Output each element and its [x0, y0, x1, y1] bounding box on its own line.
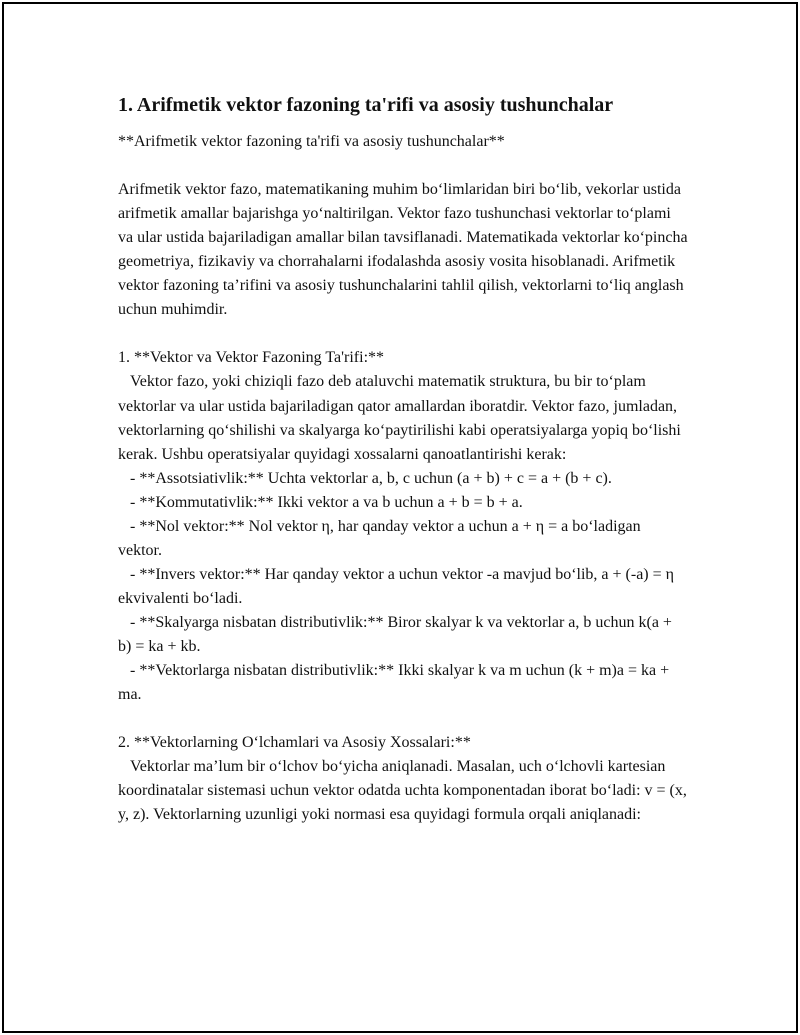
document-content: [118, 92, 688, 827]
document-title: 1. Arifmetik vektor fazoning ta'rifi va asosiy tushunchalar: [118, 94, 614, 116]
document-body-text: **Arifmetik vektor fazoning ta'rifi va asosiy tushunchalar** Arifmetik vektor fazo, matematikaning muhim bo‘limlaridan biri bo‘lib, vekorlar ustida arifmetik amallar bajarishga yo‘naltirilgan. Vektor fazo tushunchasi vektorlar to‘plami va ular ustida bajariladigan amallar bilan tavsiflanadi. Matematikada vektorlar ko‘pincha geometriya, fizikaviy va chorrahalarni ifodalashda asosiy vosita hisoblanadi. Arifmetik vektor fazoning ta’rifini va asosiy tushunchalarini tahlil qilish, vektorlarni to‘liq anglash uchun muhimdir. 1. **Vektor va Vektor Fazoning Ta'rifi:** Vektor fazo, yoki chiziqli fazo deb ataluvchi matematik struktura, bu bir to‘plam vektorlar va ular ustida bajariladigan qator amallardan iboratdir. Vektor fazo, jumladan, vektorlarning qo‘shilishi va skalyarga ko‘paytirilishi kabi operatsiyalarga yopiq bo‘lishi kerak. Ushbu operatsiyalar quyidagi xossalarni qanoatlantirishi kerak: - **Assotsiativlik:** Uchta vektorlar a, b, c uchun (a + b) + c = a + (b + c). - **Kommutativlik:** Ikki vektor a va b uchun a + b = b + a. - **Nol vektor:** Nol vektor η, har qanday vektor a uchun a + η = a bo‘ladigan vektor. - **Invers vektor:** Har qanday vektor a uchun vektor -a mavjud bo‘lib, a + (-a) = η ekvivalenti bo‘ladi. - **Skalyarga nisbatan distributivlik:** Biror skalyar k va vektorlar a, b uchun k(a + b) = ka + kb. - **Vektorlarga nisbatan distributivlik:** Ikki skalyar k va m uchun (k + m)a = ka + ma. 2. **Vektorlarning O‘lchamlari va Asosiy Xossalari:** Vektorlar ma’lum bir o‘lchov bo‘yicha aniqlanadi. Masalan, uch o‘lchovli kartesian koordinatalar sistemasi uchun vektor odatda uchta komponentadan iborat bo‘ladi: v = (x, y, z). Vektorlarning uzunligi yoki normasi esa quyidagi formula orqali aniqlanadi:: [118, 133, 688, 824]
